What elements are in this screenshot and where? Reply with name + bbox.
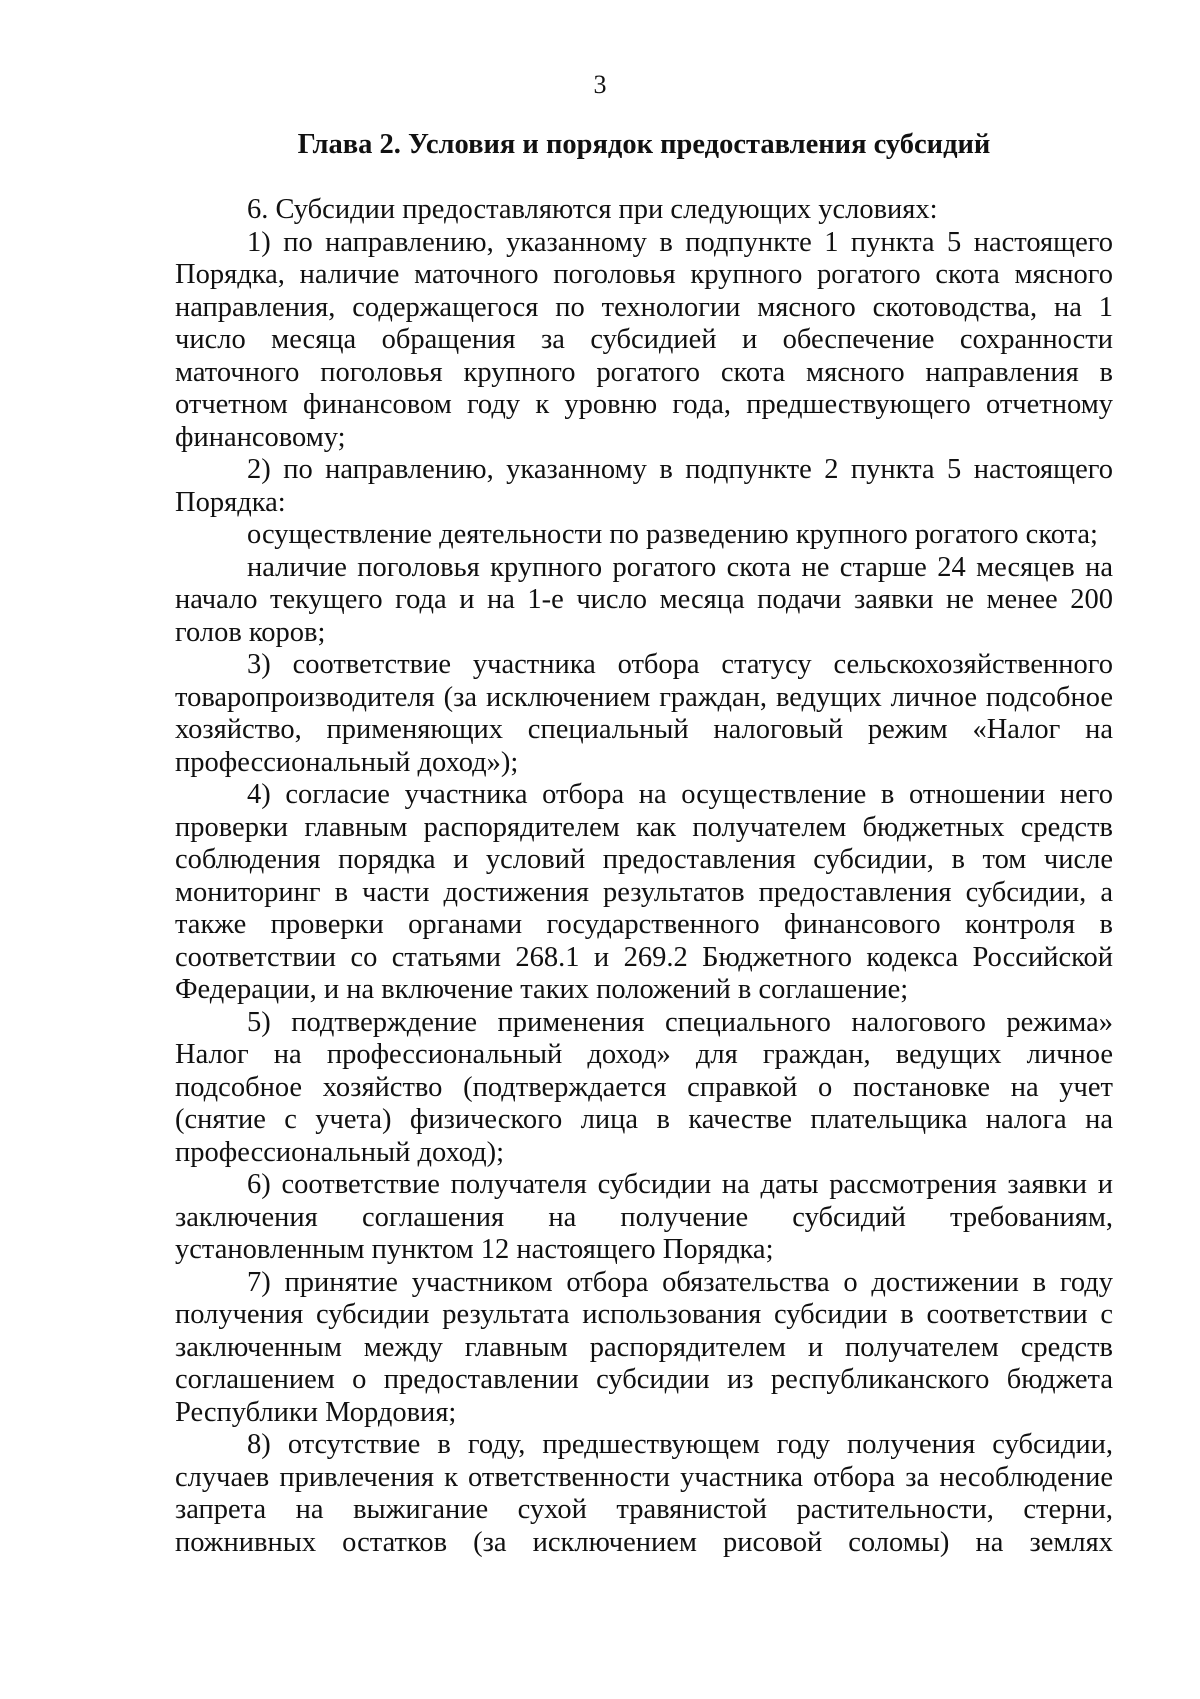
paragraph-subitem-2-condition-a: осуществление деятельности по разведению крупного рогатого скота;	[247, 519, 1098, 550]
paragraph-subitem-6: 6) соответствие получателя субсидии на даты рассмотрения заявки и заключения соглашения на получение субсидий требованиям, установленным пунктом 12 настоящего Порядка;	[175, 1169, 1113, 1265]
paragraph-subitem-2: 2) по направлению, указанному в подпункте 2 пункта 5 настоящего Порядка:	[175, 454, 1113, 518]
paragraph-subitem-5: 5) подтверждение применения специального налогового режима» Налог на профессиональный доход» для граждан, ведущих личное подсобное хозяйство (подтверждается справкой о постановке на учет (снятие с учета) физического лица в качестве плательщика налога на профессиональный доход);	[175, 1006, 1113, 1168]
body-text	[175, 194, 1113, 1559]
paragraph-subitem-7: 7) принятие участником отбора обязательства о достижении в году получения субсидии результата использования субсидии в соответствии с заключенным между главным распорядителем и получателем средств соглашением о предоставлении субсидии из республиканского бюджета Республики Мордовия;	[175, 1266, 1113, 1428]
paragraph-item-6: 6. Субсидии предоставляются при следующих условиях:	[247, 194, 938, 225]
paragraph-subitem-3: 3) соответствие участника отбора статусу сельскохозяйственного товаропроизводителя (за исключением граждан, ведущих личное подсобное хозяйство, применяющих специальный налоговый режим «Налог на профессиональный доход»);	[175, 649, 1113, 778]
paragraph-subitem-8: 8) отсутствие в году, предшествующем году получения субсидии, случаев привлечения к ответственности участника отбора за несоблюдение запрета на выжигание сухой травянистой растительности, стерни, пожнивных остатков (за исключением рисовой соломы) на землях	[175, 1429, 1113, 1558]
page-number: 3	[593, 70, 607, 99]
chapter-title: Глава 2. Условия и порядок предоставления субсидий	[297, 129, 991, 160]
paragraph-subitem-1: 1) по направлению, указанному в подпункте 1 пункта 5 настоящего Порядка, наличие маточного поголовья крупного рогатого скота мясного направления, содержащегося по технологии мясного скотоводства, на 1 число месяца обращения за субсидией и обеспечение сохранности маточного поголовья крупного рогатого скота мясного направления в отчетном финансовом году к уровню года, предшествующего отчетному финансовому;	[175, 226, 1113, 453]
paragraph-subitem-2-condition-b: наличие поголовья крупного рогатого скота не старше 24 месяцев на начало текущего года и на 1-е число месяца подачи заявки не менее 200 голов коров;	[175, 551, 1113, 648]
paragraph-subitem-4: 4) согласие участника отбора на осуществление в отношении него проверки главным распорядителем как получателем бюджетных средств соблюдения порядка и условий предоставления субсидии, в том числе мониторинг в части достижения результатов предоставления субсидии, а также проверки органами государственного финансового контроля в соответствии со статьями 268.1 и 269.2 Бюджетного кодекса Российской Федерации, и на включение таких положений в соглашение;	[175, 779, 1113, 1005]
